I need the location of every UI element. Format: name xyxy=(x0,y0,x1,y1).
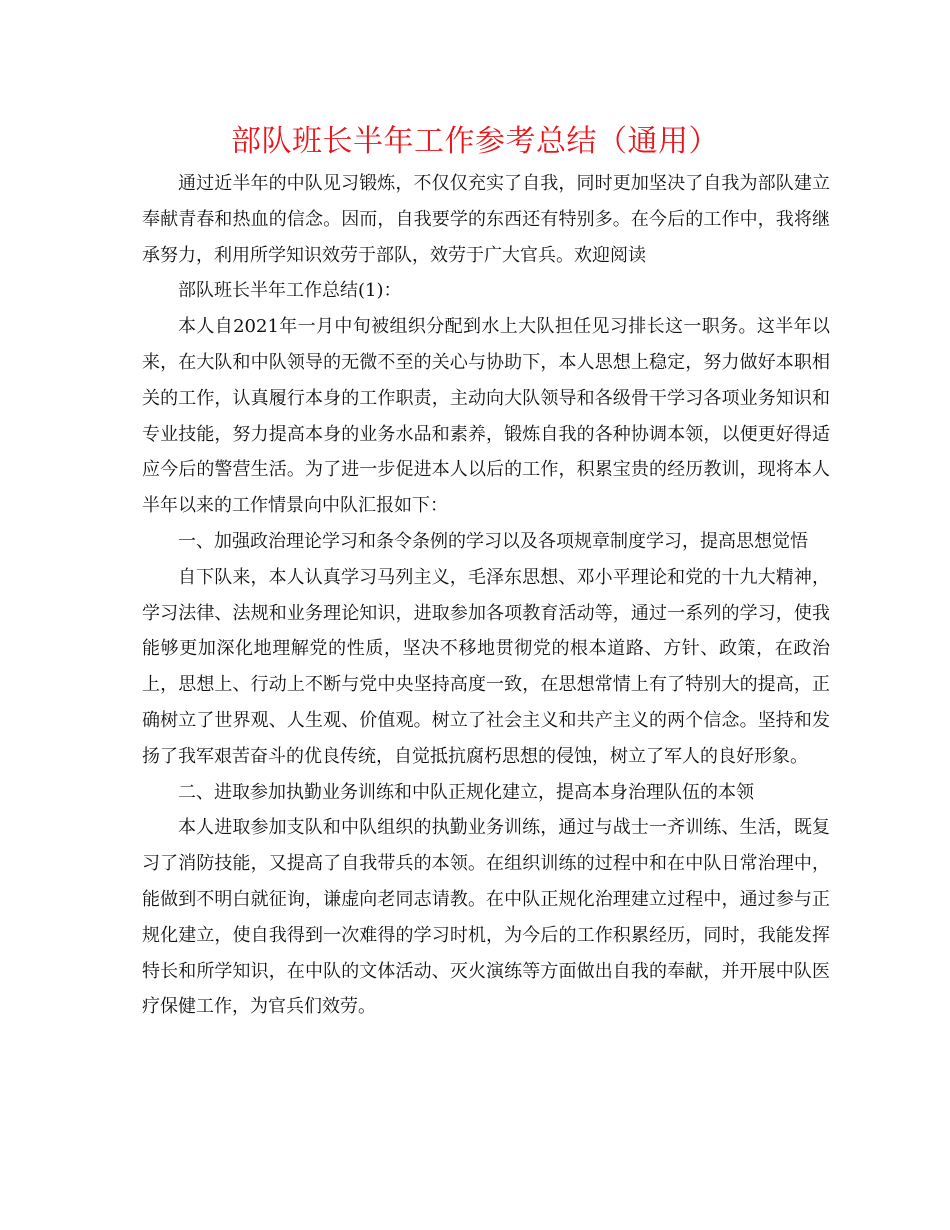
subsection-heading-1: 一、加强政治理论学习和条令条例的学习以及各项规章制度学习，提高思想觉悟 xyxy=(178,530,808,552)
body-paragraph: 本人自2021年一月中旬被组织分配到水上大队担任见习排长这一职务。这半年以来，在大队和中队领导的无微不至的关心与协助下，本人思想上稳定，努力做好本职相关的工作，认真履行本身的工作职责，主动向大队领导和各级骨干学习各项业务知识和专业技能，努力提高本身的业务水品和素养，锻炼自我的各种协调本领，以便更好得适应今后的警营生活。为了进一步促进本人以后的工作，积累宝贵的经历教训，现将本人半年以来的工作情景向中队汇报如下： xyxy=(142,316,830,517)
intro-paragraph: 通过近半年的中队见习锻炼，不仅仅充实了自我，同时更加坚决了自我为部队建立奉献青春和热血的信念。因而，自我要学的东西还有特别多。在今后的工作中，我将继承努力，利用所学知识效劳于部队，效劳于广大官兵。欢迎阅读 xyxy=(142,173,830,266)
section-heading: 部队班长半年工作总结(1)： xyxy=(178,280,402,302)
document-title: 部队班长半年工作参考总结（通用） xyxy=(231,124,719,159)
document-body xyxy=(142,166,830,1025)
body-paragraph: 本人进取参加支队和中队组织的执勤业务训练，通过与战士一齐训练、生活，既复习了消防技能，又提高了自我带兵的本领。在组织训练的过程中和在中队日常治理中，能做到不明白就征询，谦虚向老同志请教。在中队正规化治理建立过程中，通过参与正规化建立，使自我得到一次难得的学习时机，为今后的工作积累经历，同时，我能发挥特长和所学知识，在中队的文体活动、灭火演练等方面做出自我的奉献，并开展中队医疗保健工作，为官兵们效劳。 xyxy=(142,817,830,1018)
subsection-heading-2: 二、进取参加执勤业务训练和中队正规化建立，提高本身治理队伍的本领 xyxy=(178,781,754,803)
body-paragraph: 自下队来，本人认真学习马列主义，毛泽东思想、邓小平理论和党的十九大精神，学习法律、法规和业务理论知识，进取参加各项教育活动等，通过一系列的学习，使我能够更加深化地理解党的性质，坚决不移地贯彻党的根本道路、方针、政策，在政治上，思想上、行动上不断与党中央坚持高度一致，在思想常情上有了特别大的提高，正确树立了世界观、人生观、价值观。树立了社会主义和共产主义的两个信念。坚持和发扬了我军艰苦奋斗的优良传统，自觉抵抗腐朽思想的侵蚀，树立了军人的良好形象。 xyxy=(142,566,830,767)
